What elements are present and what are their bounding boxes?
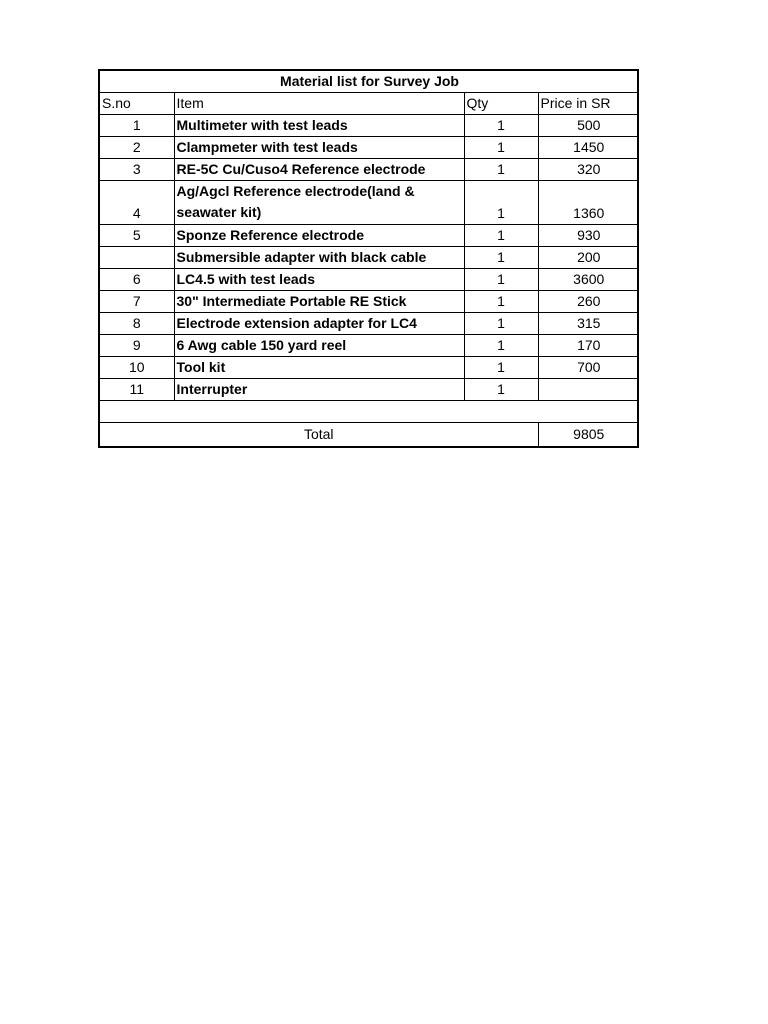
- cell-item: Multimeter with test leads: [174, 115, 464, 137]
- cell-price: 1360: [538, 181, 639, 225]
- cell-qty: 1: [464, 335, 538, 357]
- cell-sno: 8: [100, 313, 174, 335]
- total-row: [100, 423, 639, 446]
- blank-cell: [100, 401, 639, 423]
- cell-qty: 1: [464, 137, 538, 159]
- cell-price: 930: [538, 225, 639, 247]
- cell-qty: 1: [464, 357, 538, 379]
- cell-price: 315: [538, 313, 639, 335]
- total-value: 9805: [538, 423, 639, 446]
- cell-item: 6 Awg cable 150 yard reel: [174, 335, 464, 357]
- cell-price: 3600: [538, 269, 639, 291]
- cell-qty: 1: [464, 313, 538, 335]
- cell-item: RE-5C Cu/Cuso4 Reference electrode: [174, 159, 464, 181]
- cell-sno: 4: [100, 181, 174, 225]
- cell-sno: 9: [100, 335, 174, 357]
- cell-item: Clampmeter with test leads: [174, 137, 464, 159]
- cell-sno: 7: [100, 291, 174, 313]
- cell-sno: 1: [100, 115, 174, 137]
- header-item: Item: [174, 93, 464, 115]
- table-row: [100, 313, 639, 335]
- table-row: [100, 247, 639, 269]
- cell-item: Electrode extension adapter for LC4: [174, 313, 464, 335]
- cell-price: 170: [538, 335, 639, 357]
- cell-qty: 1: [464, 159, 538, 181]
- cell-price: 500: [538, 115, 639, 137]
- cell-item: Ag/Agcl Reference electrode(land & seawater kit): [174, 181, 464, 225]
- cell-item: Submersible adapter with black cable: [174, 247, 464, 269]
- cell-qty: 1: [464, 225, 538, 247]
- table-row: [100, 291, 639, 313]
- cell-price: 1450: [538, 137, 639, 159]
- total-label: Total: [100, 423, 538, 446]
- title-row: [100, 71, 639, 93]
- cell-sno: 3: [100, 159, 174, 181]
- cell-qty: 1: [464, 247, 538, 269]
- table-title: Material list for Survey Job: [100, 71, 639, 93]
- cell-price: 700: [538, 357, 639, 379]
- table-row: [100, 181, 639, 225]
- cell-sno: 5: [100, 225, 174, 247]
- cell-price: [538, 379, 639, 401]
- header-row: [100, 93, 639, 115]
- cell-sno: 11: [100, 379, 174, 401]
- table-row: [100, 225, 639, 247]
- table-row: [100, 379, 639, 401]
- cell-item: LC4.5 with test leads: [174, 269, 464, 291]
- cell-item: 30" Intermediate Portable RE Stick: [174, 291, 464, 313]
- cell-price: 260: [538, 291, 639, 313]
- cell-qty: 1: [464, 181, 538, 225]
- cell-item: Sponze Reference electrode: [174, 225, 464, 247]
- cell-sno: 10: [100, 357, 174, 379]
- cell-qty: 1: [464, 115, 538, 137]
- table-row: [100, 137, 639, 159]
- material-list-sheet: [98, 69, 639, 448]
- table-row: [100, 115, 639, 137]
- material-list-table: [100, 71, 639, 446]
- blank-row: [100, 401, 639, 423]
- table-row: [100, 269, 639, 291]
- cell-sno: 6: [100, 269, 174, 291]
- table-row: [100, 159, 639, 181]
- header-price: Price in SR: [538, 93, 639, 115]
- header-sno: S.no: [100, 93, 174, 115]
- cell-item: Tool kit: [174, 357, 464, 379]
- cell-price: 200: [538, 247, 639, 269]
- table-row: [100, 335, 639, 357]
- cell-sno: 2: [100, 137, 174, 159]
- cell-qty: 1: [464, 291, 538, 313]
- cell-qty: 1: [464, 379, 538, 401]
- table-row: [100, 357, 639, 379]
- cell-sno: [100, 247, 174, 269]
- cell-price: 320: [538, 159, 639, 181]
- header-qty: Qty: [464, 93, 538, 115]
- cell-item: Interrupter: [174, 379, 464, 401]
- cell-qty: 1: [464, 269, 538, 291]
